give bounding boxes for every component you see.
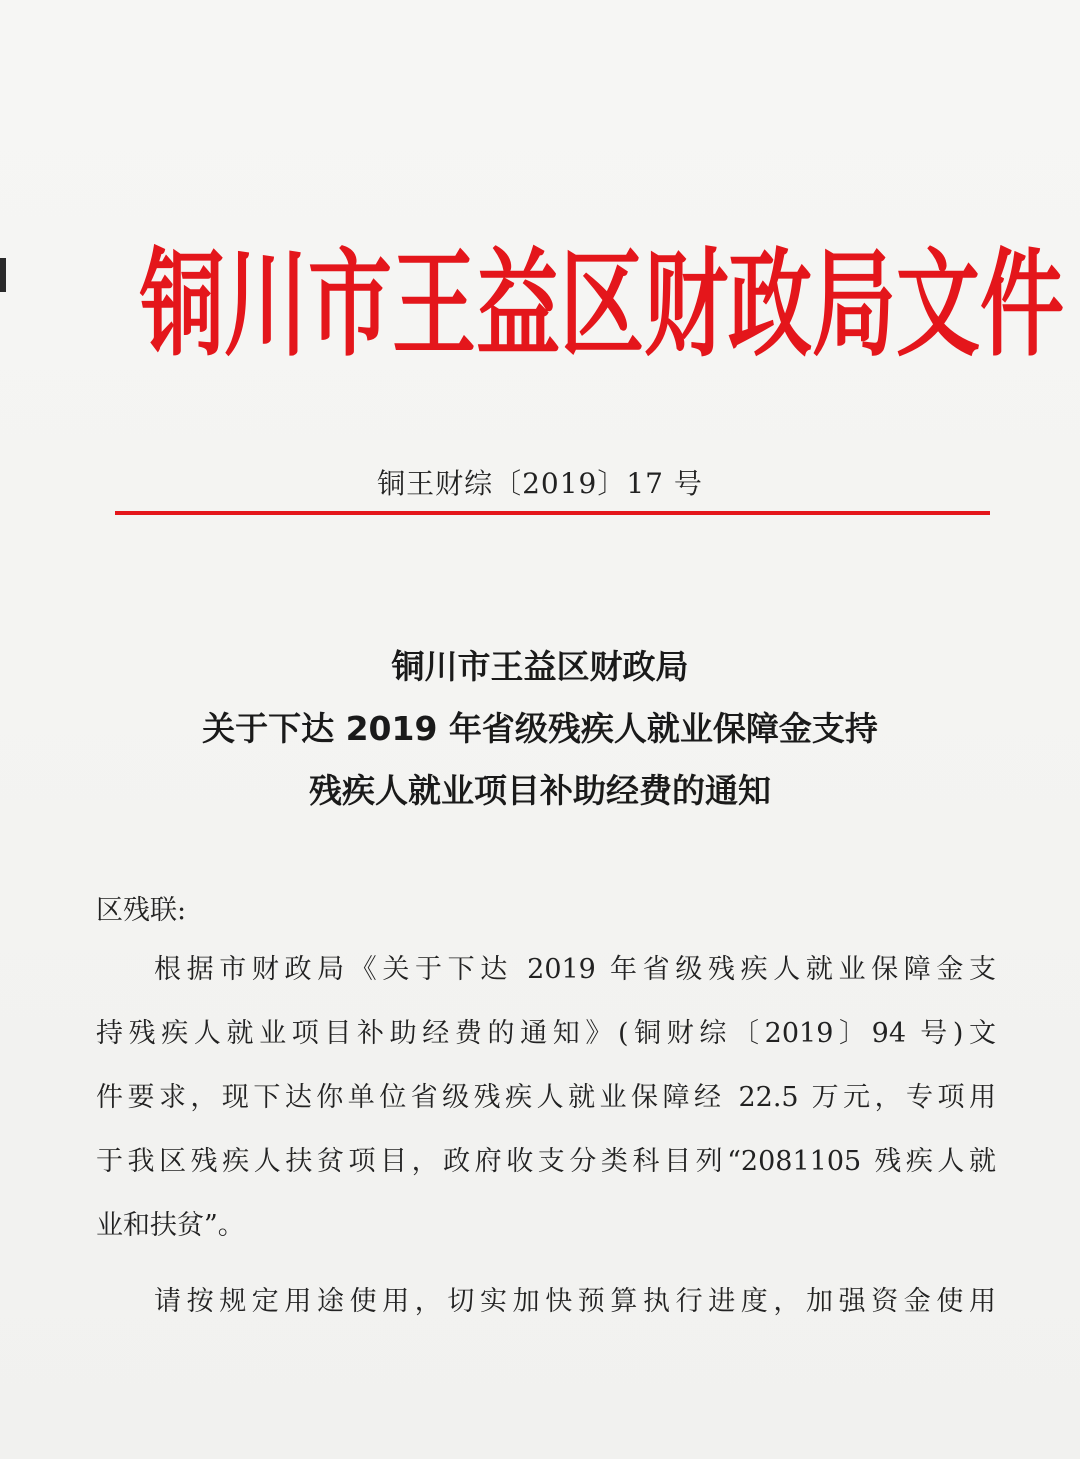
notice-title-line-1: 铜川市王益区财政局 [391,647,689,686]
notice-title [0,636,1080,822]
paragraph-2-line-1: 请按规定用途使用，切实加快预算执行进度，加强资金使用 [154,1286,996,1317]
notice-title-line-2: 关于下达 2019 年省级残疾人就业保障金支持 [202,709,878,748]
paragraph-1-line-5: 业和扶贫”。 [96,1210,245,1241]
paragraph-1-line-3: 件要求，现下达你单位省级残疾人就业保障经 22.5 万元，专项用 [96,1082,996,1113]
red-divider-line [115,511,990,515]
paragraph-1 [96,938,996,1258]
salutation: 区残联: [96,895,187,926]
page-edge-mark [0,258,6,292]
paragraph-1-line-2: 持残疾人就业项目补助经费的通知》(铜财综〔2019〕94 号)文 [96,1018,996,1049]
document-number: 铜王财综〔2019〕17 号 [377,467,703,500]
paragraph-1-line-1: 根据市财政局《关于下达 2019 年省级残疾人就业保障金支 [154,954,996,985]
paragraph-1-line-4: 于我区残疾人扶贫项目，政府收支分类科目列“2081105 残疾人就 [96,1146,996,1177]
issuer-header-title: 铜川市王益区财政局文件 [140,236,1065,373]
notice-title-line-3: 残疾人就业项目补助经费的通知 [309,771,771,810]
